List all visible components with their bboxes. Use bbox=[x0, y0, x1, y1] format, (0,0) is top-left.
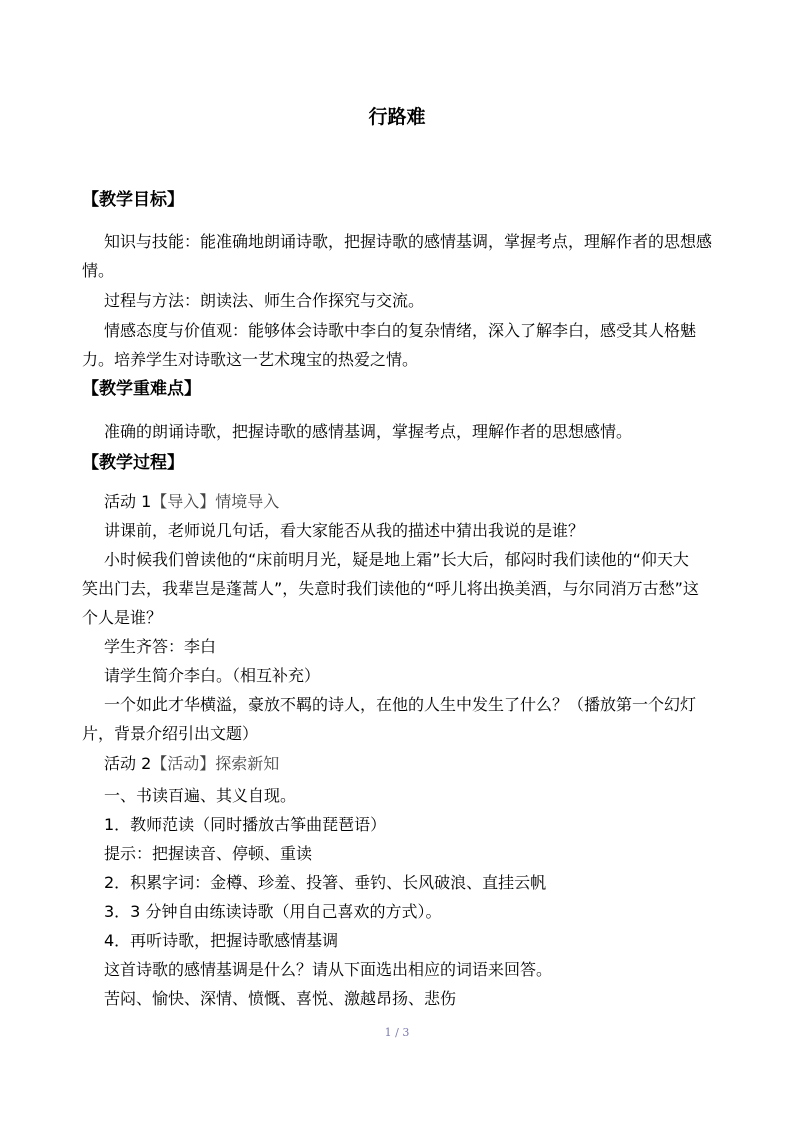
activity-2-line bbox=[104, 752, 279, 776]
paragraph-process: 过程与方法：朗读法、师生合作探究与交流。 bbox=[104, 291, 425, 310]
step-heading: 一、书读百遍、其义自现。 bbox=[104, 786, 297, 805]
activity-1-prefix: 活动 1 bbox=[104, 492, 152, 511]
paragraph-question: 这首诗歌的感情基调是什么？请从下面选出相应的词语来回答。 bbox=[104, 960, 553, 979]
paragraph-poem-quote-line2: 笑出门去，我辈岂是蓬蒿人”，失意时我们读他的“呼儿将出换美酒，与尔同消万古愁”这 bbox=[82, 579, 699, 598]
page-indicator: 1 / 3 bbox=[384, 1026, 410, 1039]
step-hint: 提示：把握读音、停顿、重读 bbox=[104, 844, 313, 863]
activity-2-name: 探索新知 bbox=[215, 754, 280, 773]
paragraph-options: 苦闷、愉快、深情、愤慨、喜悦、激越昂扬、悲伤 bbox=[104, 989, 457, 1008]
activity-1-line bbox=[104, 490, 279, 514]
paragraph-emotion-line1: 情感态度与价值观：能够体会诗歌中李白的复杂情绪，深入了解李白，感受其人格魅 bbox=[104, 321, 697, 340]
section-heading-process: 【教学过程】 bbox=[82, 453, 184, 473]
step-3: 3．3 分钟自由练读诗歌（用自己喜欢的方式）。 bbox=[104, 902, 442, 921]
paragraph-poem-quote-line3: 个人是谁？ bbox=[82, 608, 163, 627]
activity-1-tag: 【导入】 bbox=[151, 492, 216, 511]
activity-2-prefix: 活动 2 bbox=[104, 754, 152, 773]
step-2: 2．积累字词：金樽、珍羞、投箸、垂钓、长风破浪、直挂云帆 bbox=[104, 873, 547, 892]
paragraph-knowledge-line1: 知识与技能：能准确地朗诵诗歌，把握诗歌的感情基调，掌握考点，理解作者的思想感 bbox=[104, 232, 713, 251]
step-4: 4．再听诗歌，把握诗歌感情基调 bbox=[104, 931, 339, 950]
section-heading-goals: 【教学目标】 bbox=[82, 190, 184, 210]
activity-1-name: 情境导入 bbox=[215, 492, 280, 511]
paragraph-key-points: 准确的朗诵诗歌，把握诗歌的感情基调，掌握考点，理解作者的思想感情。 bbox=[104, 422, 633, 441]
paragraph-ask-intro: 请学生简介李白。（相互补充） bbox=[104, 666, 321, 685]
paragraph-knowledge-line2: 情。 bbox=[82, 261, 115, 280]
paragraph-background-line2: 片，背景介绍引出文题） bbox=[82, 724, 259, 743]
activity-2-tag: 【活动】 bbox=[151, 754, 216, 773]
paragraph-intro: 讲课前，老师说几句话，看大家能否从我的描述中猜出我说的是谁？ bbox=[104, 521, 585, 540]
step-1: 1．教师范读（同时播放古筝曲琵琶语） bbox=[104, 815, 387, 834]
section-heading-key-points: 【教学重难点】 bbox=[82, 379, 201, 399]
paragraph-answer: 学生齐答：李白 bbox=[104, 637, 217, 656]
page-title: 行路难 bbox=[368, 106, 426, 128]
paragraph-background-line1: 一个如此才华横溢，豪放不羁的诗人，在他的人生中发生了什么？（播放第一个幻灯 bbox=[104, 695, 697, 714]
paragraph-emotion-line2: 力。培养学生对诗歌这一艺术瑰宝的热爱之情。 bbox=[82, 350, 419, 369]
paragraph-poem-quote-line1: 小时候我们曾读他的“床前明月光，疑是地上霜”长大后，郁闷时我们读他的“仰天大 bbox=[104, 550, 689, 569]
